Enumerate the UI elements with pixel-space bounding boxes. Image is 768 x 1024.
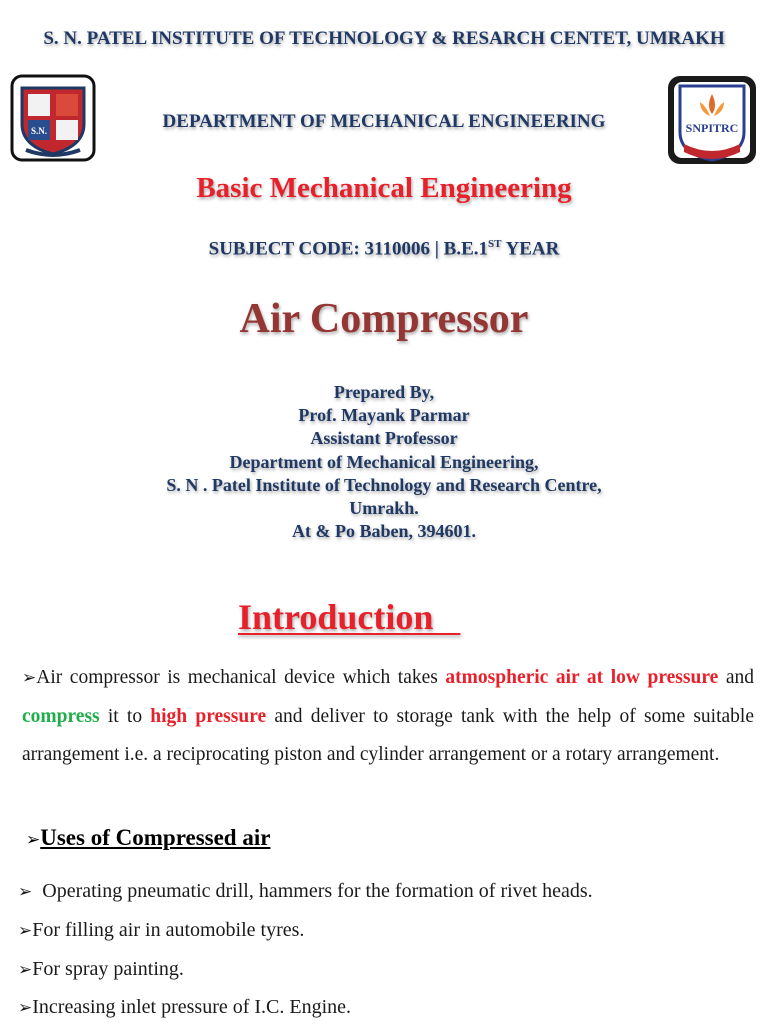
- subject-code: [0, 238, 768, 260]
- subject-name: Basic Mechanical Engineering: [196, 172, 572, 204]
- intro-highlight: high pressure: [150, 705, 267, 727]
- prepared-by-line: Assistant Professor: [310, 428, 458, 449]
- arrow-bullet-icon: ➢: [18, 882, 33, 902]
- prepared-by-line: S. N . Patel Institute of Technology and Research Centre,: [166, 474, 602, 495]
- institute-name: S. N. PATEL INSTITUTE OF TECHNOLOGY & RESARCH CENTET, UMRAKH: [43, 28, 725, 49]
- intro-text: and: [718, 667, 755, 688]
- list-item-text: Increasing inlet pressure of I.C. Engine.: [32, 996, 352, 1018]
- intro-highlight: atmospheric air at low pressure: [445, 667, 719, 688]
- list-item: [18, 880, 593, 903]
- intro-text: and deliver to storage tank with the help of some suitable arrangement i.e. a reciprocating piston and cylinder arrangement or a rotary arrangement.: [22, 705, 754, 765]
- prepared-by-line: Prof. Mayank Parmar: [298, 405, 470, 426]
- prepared-by-block: [0, 381, 768, 543]
- logo-left-text: S.N.: [30, 126, 48, 136]
- prepared-by-line: Prepared By,: [333, 382, 435, 402]
- list-item: [18, 958, 184, 981]
- intro-text: it to: [99, 705, 151, 727]
- arrow-bullet-icon: ➢: [18, 998, 33, 1018]
- introduction-paragraph: [22, 659, 754, 775]
- intro-text: Air compressor is mechanical device which takes: [36, 667, 446, 688]
- prepared-by-line: Umrakh.: [349, 498, 419, 519]
- list-item: [18, 996, 351, 1019]
- subject-code-sup: ST: [488, 238, 502, 250]
- list-item-text: For filling air in automobile tyres.: [32, 919, 305, 941]
- intro-highlight: compress: [22, 705, 100, 727]
- logo-right-text: SNPITRC: [685, 121, 739, 135]
- introduction-heading: Introduction: [238, 597, 461, 637]
- arrow-bullet-icon: ➢: [18, 921, 33, 941]
- arrow-bullet-icon: ➢: [18, 960, 33, 980]
- department-name: DEPARTMENT OF MECHANICAL ENGINEERING: [162, 111, 606, 132]
- arrow-bullet-icon: ➢: [26, 830, 41, 850]
- list-item-text: Operating pneumatic drill, hammers for the formation of rivet heads.: [32, 880, 593, 902]
- list-item-text: For spray painting.: [32, 958, 184, 980]
- prepared-by-line: At & Po Baben, 394601.: [292, 521, 476, 542]
- list-item: [18, 919, 304, 942]
- institute-logo-right: [666, 74, 758, 166]
- subject-code-prefix: SUBJECT CODE: 3110006 | B.E.1: [208, 238, 489, 260]
- subject-code-suffix: YEAR: [501, 238, 560, 260]
- slide-title: Air Compressor: [239, 296, 529, 342]
- uses-heading-text: Uses of Compressed air: [40, 825, 271, 850]
- uses-heading: [26, 822, 286, 856]
- prepared-by-line: Department of Mechanical Engineering,: [229, 451, 539, 472]
- arrow-bullet-icon: ➢: [22, 668, 37, 688]
